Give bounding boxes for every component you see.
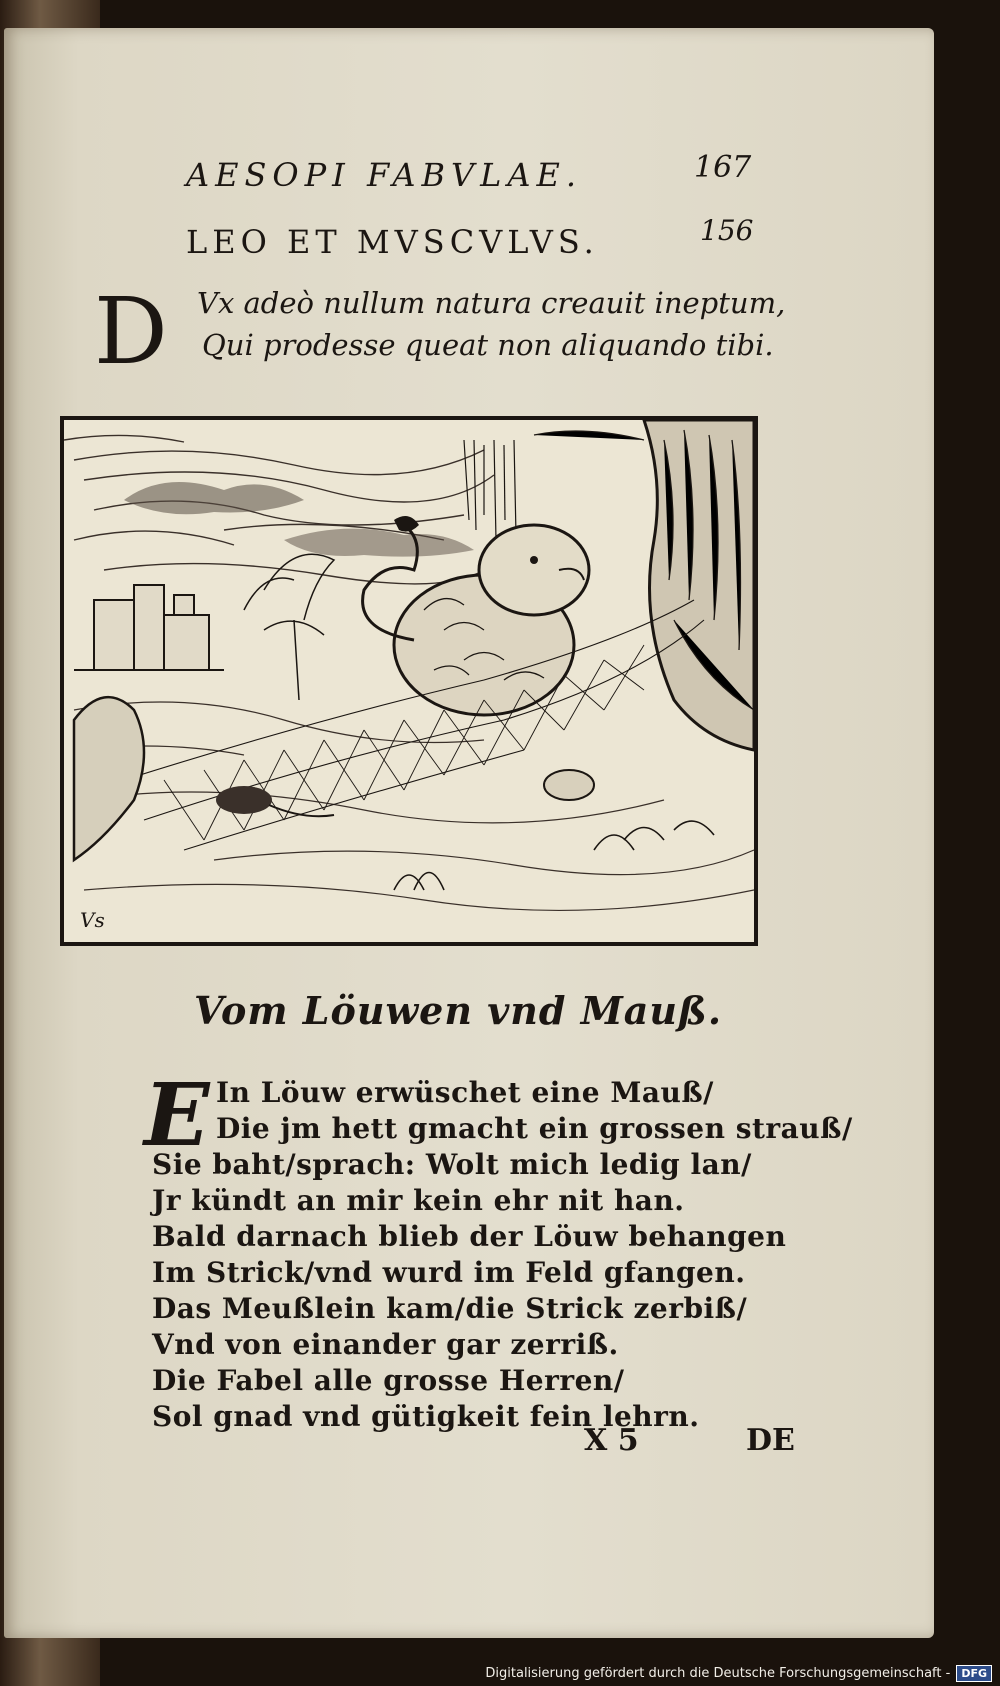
signature-mark: X 5 (584, 1423, 639, 1458)
latin-drop-initial: D (94, 278, 168, 385)
german-verse-line-7: Das Meußlein kam/die Strick zerbiß/ (152, 1292, 748, 1325)
latin-verse-line-2: Qui prodesse queat non aliquando tibi. (202, 328, 774, 362)
fable-number: 156 (700, 214, 754, 247)
woodcut-signature-mark: Vs (80, 908, 105, 932)
german-verse-line-2: Die jm hett gmacht ein grossen strauß/ (216, 1112, 853, 1145)
book-page (4, 28, 934, 1638)
catchword: DE (746, 1423, 795, 1458)
footer-text: Digitalisierung gefördert durch die Deutsche Forschungsgemeinschaft - (485, 1665, 951, 1681)
fable-title: LEO ET MVSCVLVS. (186, 223, 599, 261)
german-verse-line-10: Sol gnad vnd gütigkeit fein lehrn. (152, 1400, 700, 1433)
running-title: AESOPI FABVLAE. (186, 156, 583, 194)
page-number: 167 (694, 150, 752, 185)
woodcut-lion-mouse-drawing (64, 420, 754, 942)
german-verse-line-5: Bald darnach blieb der Löuw behangen (152, 1220, 787, 1253)
woodcut-illustration (60, 416, 758, 946)
digitization-footer (485, 1664, 992, 1682)
german-verse-line-1: In Löuw erwüschet eine Mauß/ (216, 1076, 714, 1109)
german-fable-title: Vom Löuwen vnd Mauß. (194, 988, 723, 1033)
german-verse-line-3: Sie baht/sprach: Wolt mich ledig lan/ (152, 1148, 752, 1181)
german-verse-line-8: Vnd von einander gar zerriß. (152, 1328, 619, 1361)
german-verse-line-6: Im Strick/vnd wurd im Feld gfangen. (152, 1256, 746, 1289)
german-verse-line-4: Jr kündt an mir kein ehr nit han. (152, 1184, 685, 1217)
latin-verse-line-1: Vx adeò nullum natura creauit ineptum, (197, 286, 786, 320)
german-verse-line-9: Die Fabel alle grosse Herren/ (152, 1364, 625, 1397)
dfg-logo: DFG (956, 1665, 992, 1682)
german-drop-initial: E (144, 1065, 210, 1166)
